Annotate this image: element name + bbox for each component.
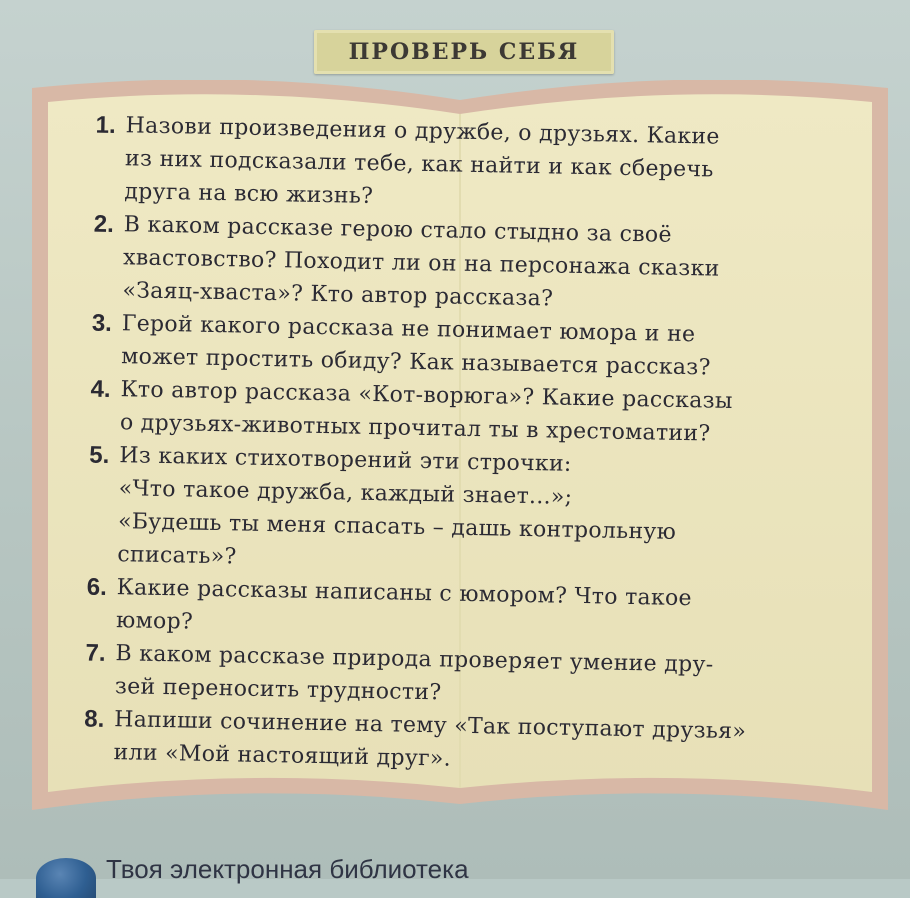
footer-heading: Твоя электронная библиотека [106,854,469,884]
question-number: 1. [95,111,116,140]
question-text [122,208,850,321]
page-footer [24,852,884,892]
question-line: В каком рассказе герою стало стыдно за своё [123,212,673,248]
question-line: друга на всю жизнь? [124,179,374,209]
question-text [113,703,840,783]
question-line: о друзьях-животных прочитал ты в хрестоматии? [119,410,711,447]
question-line: зей переносить трудности? [114,674,442,706]
question-line: «Что такое дружба, каждый знает...»; [118,476,573,510]
section-title: ПРОВЕРЬ СЕБЯ [348,39,580,65]
question-line: В каком рассказе природа проверяет умение дру- [115,641,714,678]
question-number: 2. [93,210,115,239]
question-line: Какие рассказы написаны с юмором? Что такое [116,575,693,612]
question-line: Назови произведения о дружбе, о друзьях. Какие [125,113,720,150]
question-line: Из каких стихотворений эти строчки: [119,443,572,477]
question-line: Кто автор рассказа «Кот-ворюга»? Какие рассказы [120,377,733,414]
question-line: или «Мой настоящий друг». [113,740,452,772]
question-number: 4. [90,375,111,403]
title-banner [314,30,614,74]
question-line: из них подсказали тебе, как найти и как сберечь [124,146,714,183]
disc-icon [36,858,96,898]
question-line: «Заяц-хваста»? Кто автор рассказа? [122,278,554,312]
question-line: списать»? [117,542,237,570]
question-number: 6. [86,573,108,601]
question-line: хвастовство? Походит ли он на персонажа сказки [122,245,720,282]
question-line: «Будешь ты меня спасать – дашь контрольную [117,509,677,545]
question-item [53,438,845,585]
question-number: 7. [85,639,106,667]
question-list [49,108,852,783]
question-item [60,108,852,222]
question-number: 5. [89,441,110,469]
question-number: 8. [83,705,105,733]
question-line: Герой какого рассказа не понимает юмора и не [121,311,696,348]
question-line: Напиши сочинение на тему «Так поступают друзья» [114,707,747,745]
question-text [124,109,852,222]
question-line: может простить обиду? Как называется рассказ? [120,344,711,381]
question-item [58,207,850,321]
question-line: юмор? [115,608,194,635]
question-text [117,439,845,585]
question-number: 3. [91,309,113,337]
